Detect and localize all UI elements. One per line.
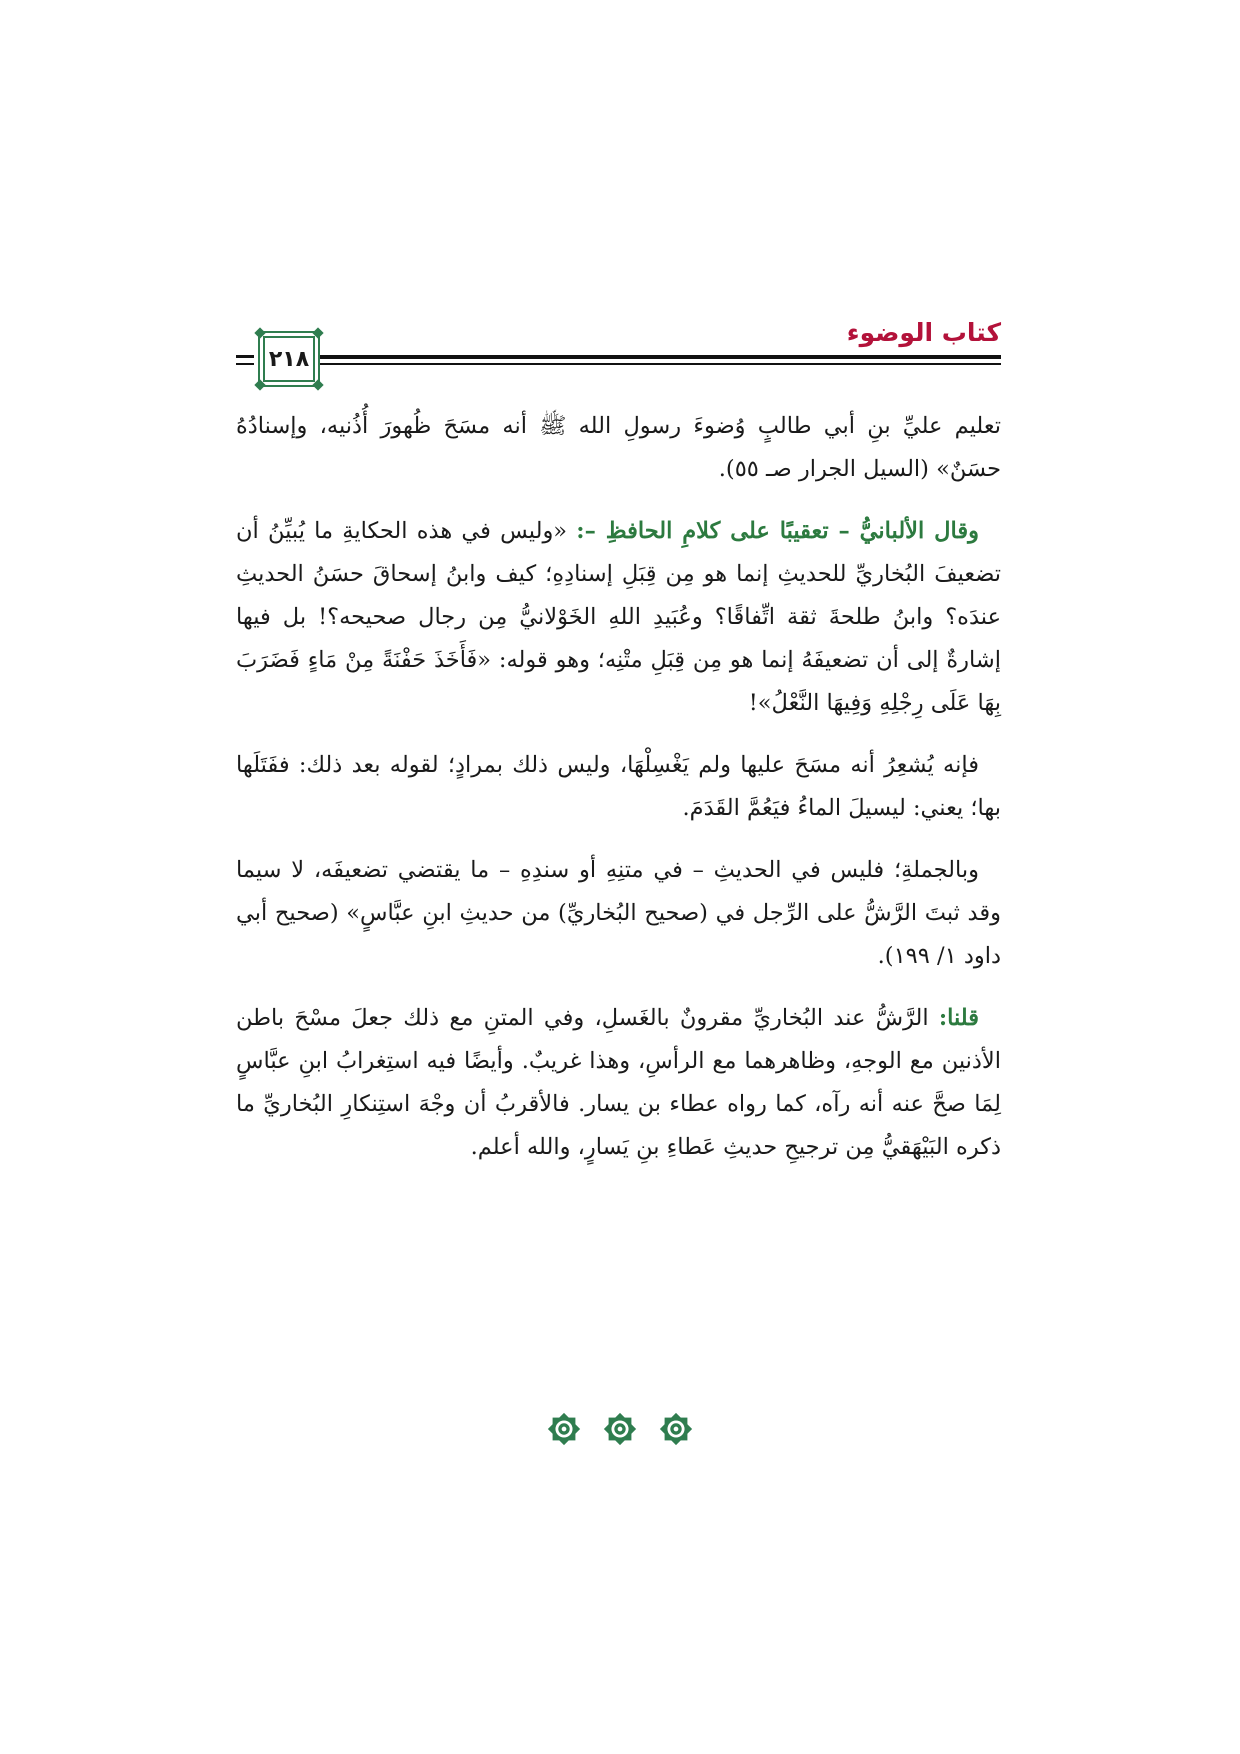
badge-corner-ornament-icon — [312, 327, 323, 338]
floral-star-icon — [657, 1410, 695, 1448]
paragraph-lead: وقال الألبانيُّ – تعقيبًا على كلامِ الحافظِ –: — [576, 518, 979, 544]
header-rule-left-thick — [236, 355, 254, 358]
paragraph-text: وبالجملةِ؛ فليس في الحديثِ – في متنِهِ أو سندِهِ – ما يقتضي تضعيفَه، لا سيما وقد ثبتَ الرَّشُّ على الرِّجل في (صحيح البُخاريِّ) من حديثِ ابنِ عبَّاسٍ» (صحيح أبي داود ١/ ١٩٩). — [236, 857, 1001, 969]
badge-corner-ornament-icon — [312, 379, 323, 390]
page-header — [236, 318, 1001, 398]
paragraph-text: «وليس في هذه الحكايةِ ما يُبيِّنُ أن تضعيفَ البُخاريِّ للحديثِ إنما هو مِن قِبَلِ إسنادِهِ؛ كيف وابنُ إسحاقَ حسَنُ الحديثِ عندَه؟ وابنُ طلحةَ ثقة اتِّفاقًا؟ وعُبَيدِ اللهِ الخَوْلانيُّ مِن رجال صحيحه؟! بل فيها إشارةٌ إلى أن تضعيفَهُ إنما هو مِن قِبَلِ متْنِه؛ وهو قوله: «فَأَخَذَ حَفْنَةً مِنْ مَاءٍ فَضَرَبَ بِهَا عَلَى رِجْلِهِ وَفِيهَا النَّعْلُ»! — [236, 518, 1001, 716]
paragraph-1 — [236, 405, 1001, 491]
paragraph-4 — [236, 849, 1001, 978]
paragraph-text: تعليم عليِّ بنِ أبي طالبٍ وُضوءَ رسولِ الله ﷺ أنه مسَحَ ظُهورَ أُذُنيه، وإسنادُهُ حسَنٌ» (السيل الجرار صـ ٥٥). — [236, 413, 1001, 482]
paragraph-5 — [236, 997, 1001, 1169]
paragraph-text: الرَّشُّ عند البُخاريِّ مقرونٌ بالغَسلِ، وفي المتنِ مع ذلك جعلَ مسْحَ باطن الأذنين مع الوجهِ، وظاهرهما مع الرأسِ، وهذا غريبٌ. وأيضًا فيه استِغرابُ ابنِ عبَّاسٍ لِمَا صحَّ عنه أنه رآه، كما رواه عطاء بن يسار. فالأقربُ أن وجْهَ استِنكارِ البُخاريِّ ما ذكره البَيْهَقيُّ مِن ترجيحِ حديثِ عَطاءِ بنِ يَسارٍ، والله أعلم. — [236, 1005, 1001, 1160]
paragraph-3 — [236, 744, 1001, 830]
header-rule-left-thin — [236, 363, 254, 365]
paragraph-2 — [236, 510, 1001, 725]
page-number: ٢١٨ — [268, 346, 310, 372]
header-rule-thick — [266, 355, 1001, 359]
header-rule-thin — [266, 363, 1001, 365]
floral-star-icon — [545, 1410, 583, 1448]
page-number-badge — [258, 331, 320, 387]
floral-star-icon — [601, 1410, 639, 1448]
badge-corner-ornament-icon — [254, 379, 265, 390]
book-title: كتاب الوضوء — [846, 318, 1001, 347]
paragraph-text: فإنه يُشعِرُ أنه مسَحَ عليها ولم يَغْسِلْهَا، وليس ذلك بمرادٍ؛ لقوله بعد ذلك: ففَتَلَها بها؛ يعني: ليسيلَ الماءُ فيَعُمَّ القَدَمَ. — [236, 752, 1001, 821]
badge-corner-ornament-icon — [254, 327, 265, 338]
section-end-ornament — [0, 1410, 1240, 1448]
paragraph-lead: قلنا: — [938, 1005, 979, 1031]
page-body — [236, 405, 1001, 1188]
